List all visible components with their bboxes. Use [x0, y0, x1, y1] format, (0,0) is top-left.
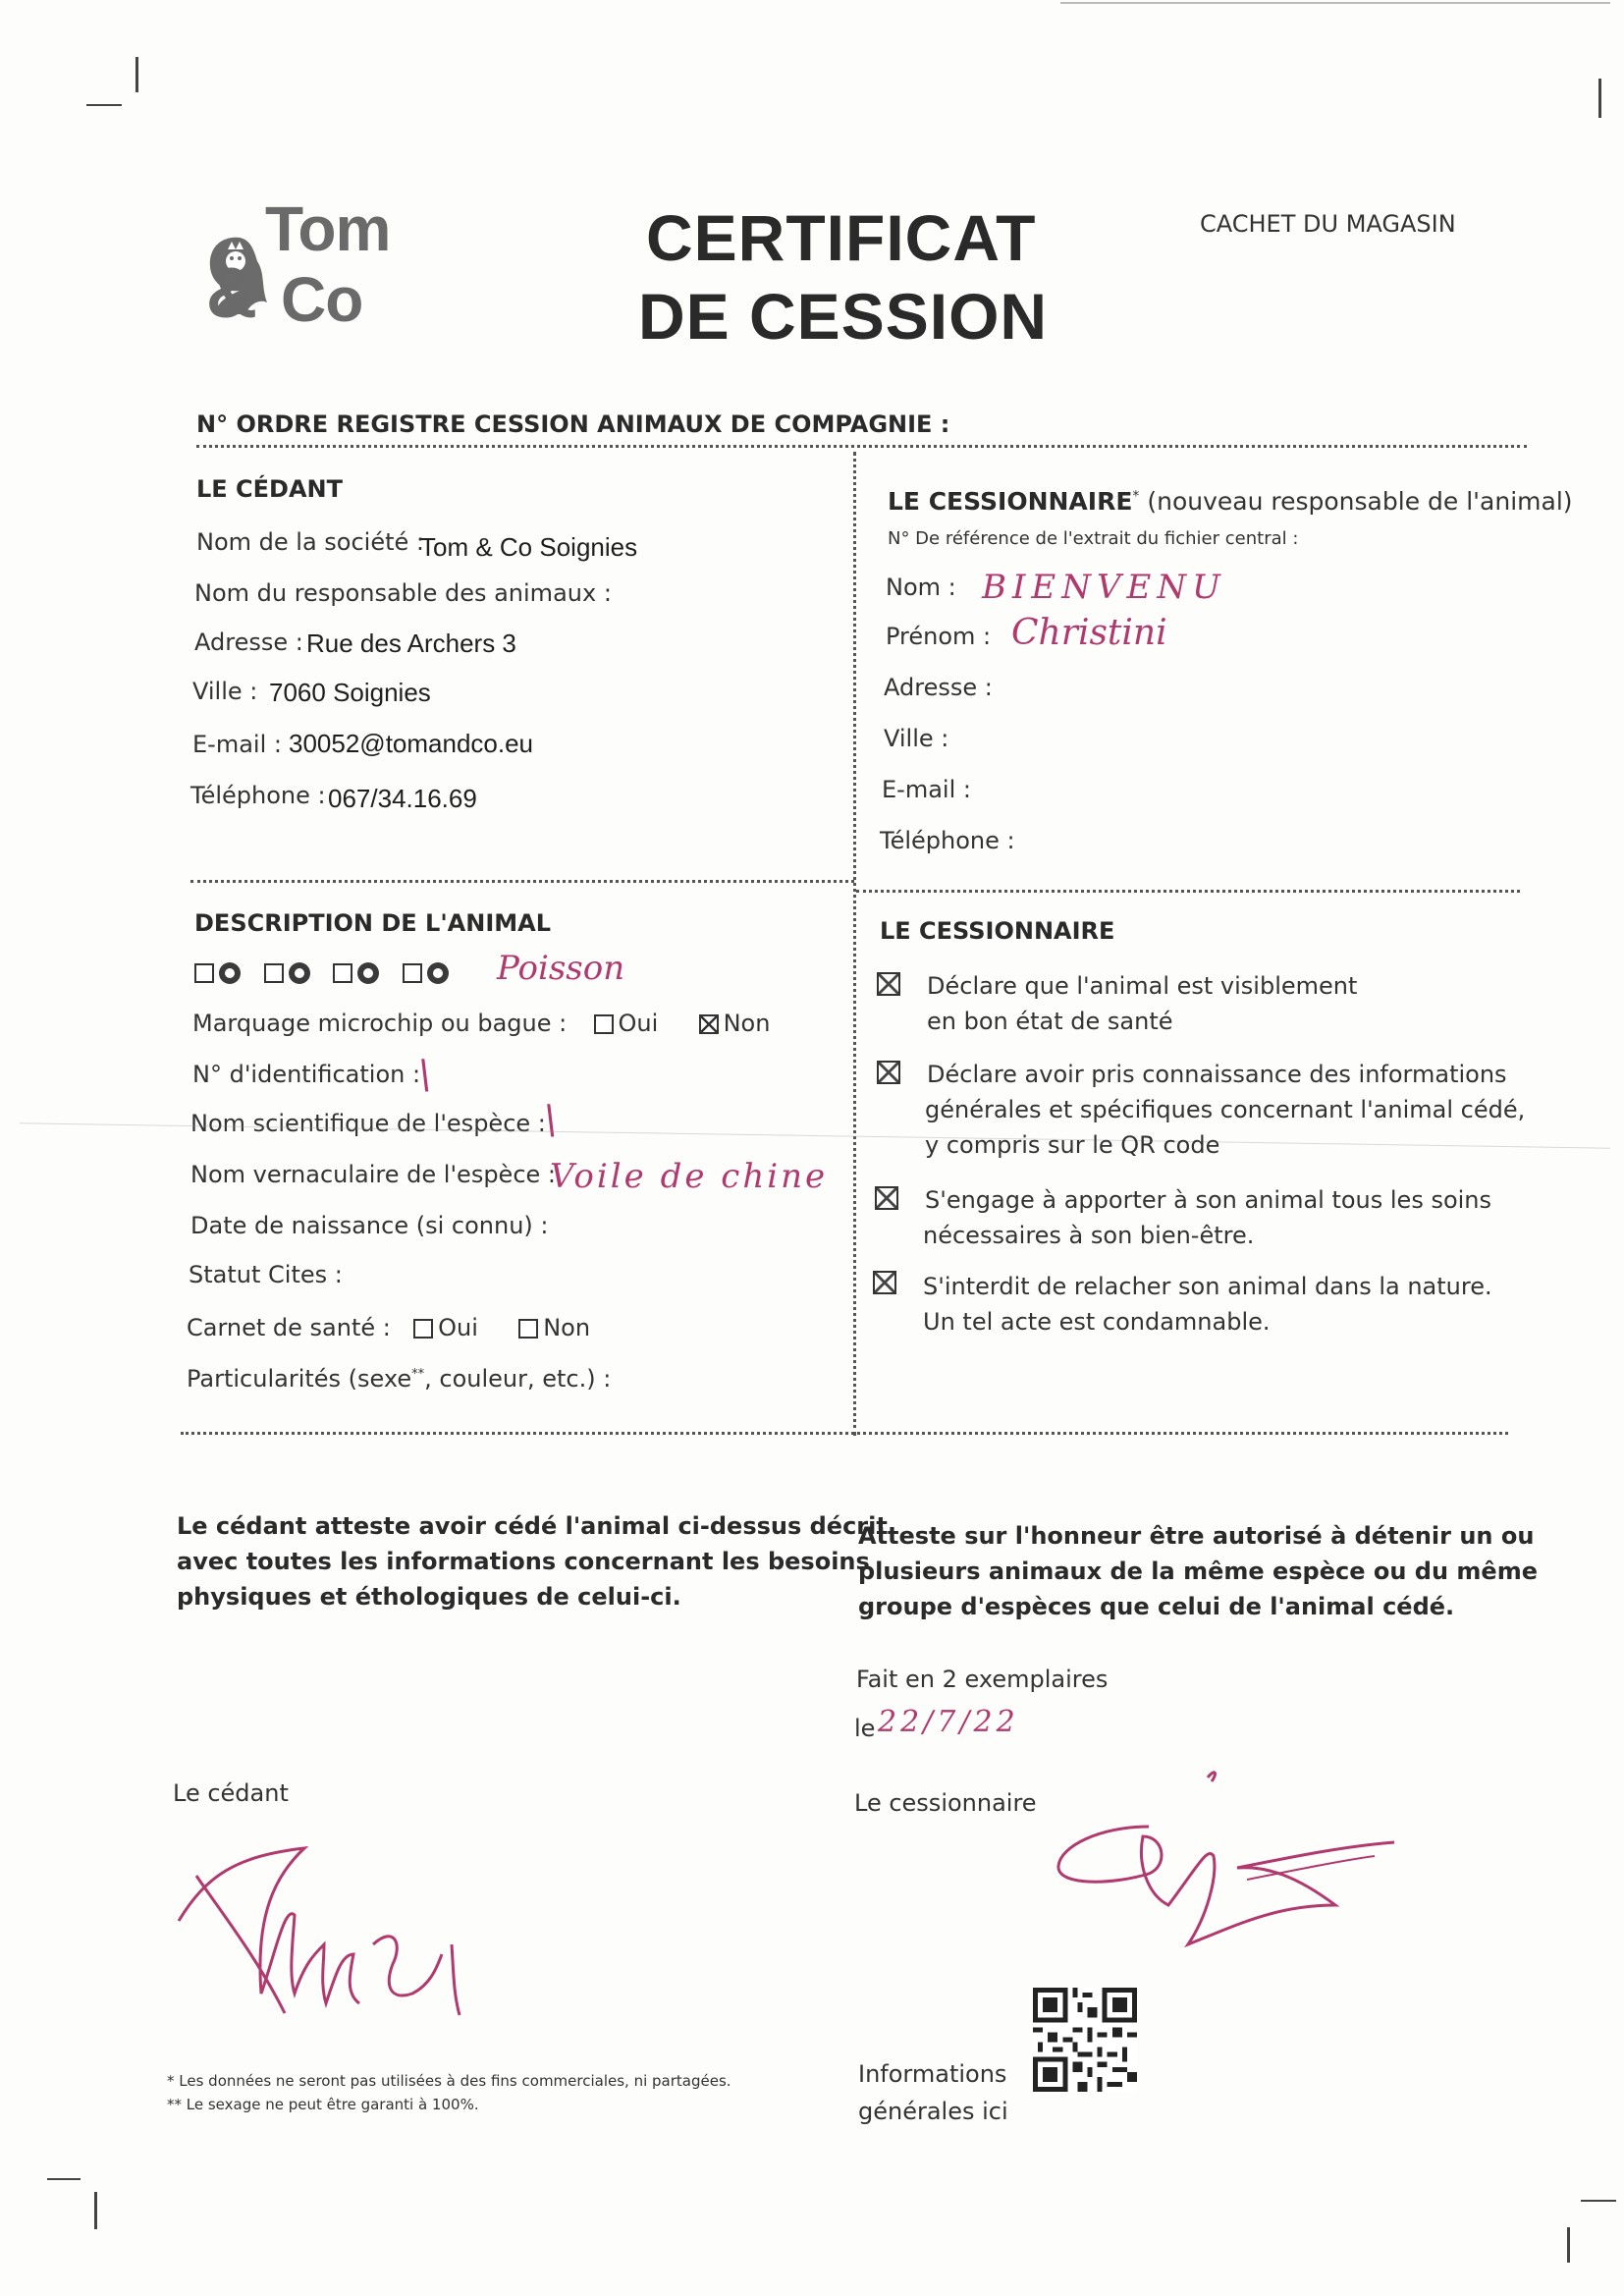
brand-ampersand: & [206, 254, 257, 333]
cedant-city-value: 7060 Soignies [269, 678, 431, 707]
cessionnaire-lastname-label: Nom : [886, 574, 956, 601]
footnote-1: * Les données ne seront pas utilisées à des fins commerciales, ni partagées. [167, 2072, 731, 2090]
registry-line [196, 445, 1527, 448]
birth-date-label: Date de naissance (si connu) : [190, 1212, 549, 1239]
declaration-2-line-1: Déclare avoir pris connaissance des informations [927, 1061, 1507, 1088]
document-title-line2: DE CESSION [638, 280, 1049, 353]
declaration-4-line-2: Un tel acte est condamnable. [923, 1308, 1271, 1336]
attest-right-line-3: groupe d'espèces que celui de l'animal cédé. [858, 1593, 1455, 1620]
cedant-email-label: E-mail : [192, 731, 282, 758]
cessionnaire-firstname-value: Christini [1011, 613, 1167, 653]
declaration-1-checkbox[interactable] [877, 972, 900, 996]
crop-mark [1598, 79, 1601, 118]
registry-label: N° ORDRE REGISTRE CESSION ANIMAUX DE COMPAGNIE : [196, 410, 950, 438]
brand-name-co: Co [281, 264, 363, 335]
animal-type-checkbox-rodent[interactable] [264, 963, 284, 983]
animal-type-checkbox-fish[interactable] [403, 963, 422, 983]
brand-name-tom: Tom [265, 193, 391, 264]
animal-type-checkbox-dog[interactable] [194, 963, 214, 983]
particularities-label [187, 1365, 611, 1393]
cedant-city-label: Ville : [192, 678, 258, 705]
column-divider [853, 452, 856, 1436]
microchip-non-label: Non [723, 1010, 771, 1037]
cessionnaire-ref-label: N° De référence de l'extrait du fichier central : [888, 528, 1299, 549]
footnote-2: ** Le sexage ne peut être garanti à 100%. [167, 2096, 479, 2113]
cedant-phone-label: Téléphone : [190, 782, 326, 809]
cessionnaire-firstname-label: Prénom : [886, 623, 992, 650]
animal-section-bottom-line [181, 1432, 1508, 1435]
attest-left-line-3: physiques et éthologiques de celui-ci. [177, 1583, 681, 1611]
crop-mark [135, 57, 138, 92]
qr-label-line-1: Informations [858, 2060, 1007, 2088]
declaration-1-line-2: en bon état de santé [927, 1008, 1173, 1035]
microchip-label: Marquage microchip ou bague : [192, 1010, 568, 1037]
declaration-3-line-2: nécessaires à son bien-être. [923, 1222, 1255, 1249]
cessionnaire-address-label: Adresse : [884, 674, 993, 701]
qr-code-icon[interactable] [1033, 1988, 1137, 2092]
section-divider-right [856, 890, 1520, 893]
document-title-line1: CERTIFICAT [646, 201, 1037, 274]
identification-label: N° d'identification : [192, 1061, 421, 1088]
microchip-oui-label: Oui [618, 1010, 659, 1037]
date-value: 22/7/22 [878, 1705, 1019, 1739]
scan-edge-line [1060, 2, 1610, 4]
date-prefix: le [854, 1715, 876, 1742]
animal-type-options [194, 958, 464, 986]
bird-icon [357, 962, 379, 984]
crop-mark [47, 2178, 81, 2180]
health-book-oui-checkbox[interactable] [413, 1319, 433, 1339]
particularities-label-suffix: , couleur, etc.) : [424, 1365, 612, 1393]
animal-type-value: Poisson [497, 949, 625, 988]
attest-right-line-1: Atteste sur l'honneur être autorisé à détenir un ou [858, 1522, 1535, 1550]
identification-value: \ [418, 1053, 432, 1098]
animal-type-checkbox-bird[interactable] [333, 963, 352, 983]
cedant-address-label: Adresse : [194, 629, 303, 656]
signature-right-label: Le cessionnaire [854, 1789, 1037, 1817]
attest-left-line-1: Le cédant atteste avoir cédé l'animal ci-dessus décrit [177, 1512, 888, 1540]
declaration-4-line-1: S'interdit de relacher son animal dans la nature. [923, 1273, 1492, 1300]
vernacular-name-label: Nom vernaculaire de l'espèce : [190, 1161, 556, 1188]
cessionnaire-email-label: E-mail : [882, 776, 971, 803]
declaration-2-line-2: générales et spécifiques concernant l'animal cédé, [925, 1096, 1526, 1123]
scientific-name-value: \ [544, 1098, 558, 1143]
dog-icon [219, 962, 241, 984]
cedant-heading: LE CÉDANT [196, 475, 344, 503]
particularities-label-text: Particularités (sexe [187, 1365, 412, 1393]
scientific-name-label: Nom scientifique de l'espèce : [190, 1110, 546, 1137]
cedant-phone-value: 067/34.16.69 [328, 784, 477, 813]
vernacular-name-value: Voile de chine [550, 1157, 829, 1196]
microchip-non-checkbox[interactable] [699, 1014, 719, 1034]
declaration-2-line-3: y compris sur le QR code [925, 1131, 1220, 1159]
signature-left-label: Le cédant [173, 1779, 289, 1807]
declaration-3-line-1: S'engage à apporter à son animal tous les soins [925, 1186, 1492, 1214]
declaration-3-checkbox[interactable] [875, 1186, 898, 1210]
cessionnaire-city-label: Ville : [884, 725, 949, 752]
cedant-company-value: Tom & Co Soignies [420, 532, 638, 562]
declaration-1-line-1: Déclare que l'animal est visiblement [927, 972, 1358, 1000]
cedant-signature [167, 1836, 501, 2023]
cessionnaire-signature [1041, 1758, 1414, 1954]
animal-heading: DESCRIPTION DE L'ANIMAL [194, 909, 552, 937]
attest-left-line-2: avec toutes les informations concernant les besoins [177, 1548, 870, 1575]
cessionnaire-heading-suffix: (nouveau responsable de l'animal) [1147, 487, 1573, 516]
cites-status-label: Statut Cites : [189, 1261, 343, 1288]
declaration-4-checkbox[interactable] [873, 1271, 896, 1294]
cessionnaire-heading [888, 487, 1573, 516]
fish-icon [427, 962, 449, 984]
health-book-oui-label: Oui [438, 1314, 478, 1341]
microchip-row [192, 1010, 770, 1037]
rodent-icon [289, 962, 310, 984]
cessionnaire-lastname-value: BIENVENU [982, 568, 1226, 607]
declarations-heading: LE CESSIONNAIRE [880, 917, 1115, 945]
particularities-star: ** [411, 1367, 425, 1382]
microchip-oui-checkbox[interactable] [594, 1014, 614, 1034]
cessionnaire-phone-label: Téléphone : [880, 827, 1015, 854]
crop-mark [94, 2192, 97, 2229]
store-stamp-label: CACHET DU MAGASIN [1200, 210, 1456, 238]
attest-right-line-2: plusieurs animaux de la même espèce ou du même [858, 1558, 1538, 1585]
cessionnaire-heading-title: LE CESSIONNAIRE [888, 487, 1133, 516]
cedant-email-value: 30052@tomandco.eu [289, 729, 534, 758]
health-book-label: Carnet de santé : [187, 1314, 391, 1341]
health-book-non-checkbox[interactable] [518, 1319, 538, 1339]
health-book-row [187, 1314, 590, 1341]
cedant-company-label: Nom de la société : [196, 528, 424, 556]
brand-logo [200, 192, 426, 340]
section-divider-left [190, 880, 854, 883]
health-book-non-label: Non [543, 1314, 591, 1341]
crop-mark [86, 104, 122, 106]
cessionnaire-heading-star: * [1132, 488, 1140, 505]
copies-label: Fait en 2 exemplaires [856, 1666, 1109, 1693]
crop-mark [1567, 2227, 1570, 2263]
crop-mark [1581, 2200, 1616, 2202]
qr-label-line-2: générales ici [858, 2098, 1008, 2125]
declaration-2-checkbox[interactable] [877, 1061, 900, 1084]
cedant-manager-label: Nom du responsable des animaux : [194, 579, 612, 607]
cedant-address-value: Rue des Archers 3 [306, 629, 516, 658]
